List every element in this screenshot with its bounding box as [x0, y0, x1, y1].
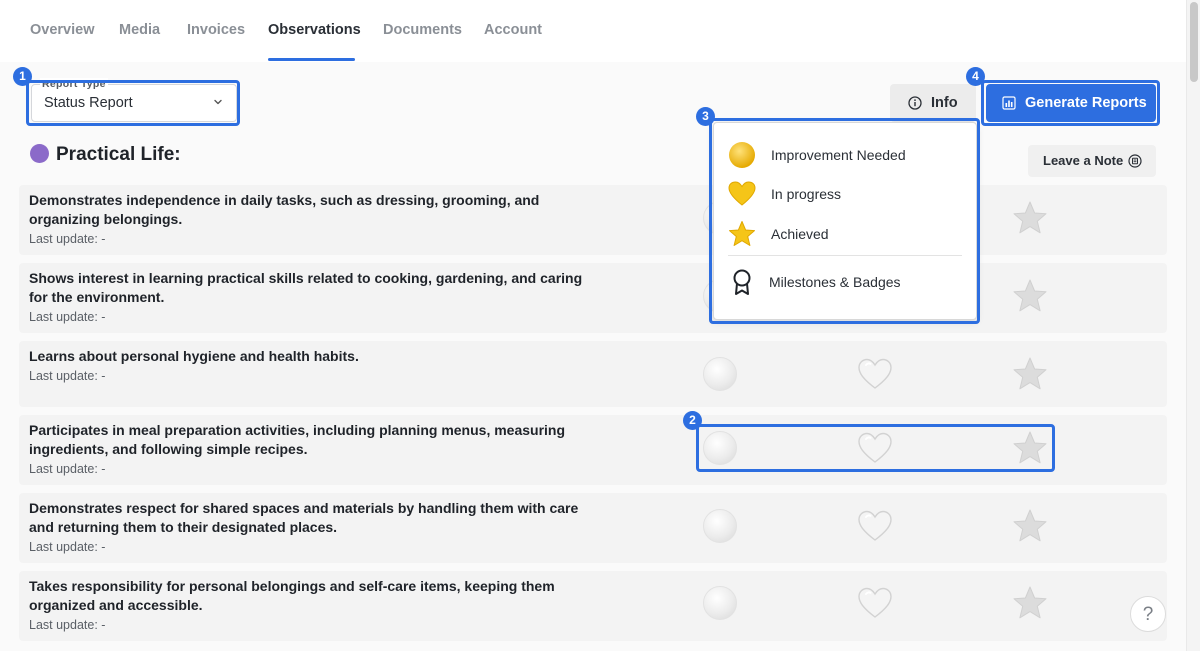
- info-legend-popup: [713, 122, 977, 320]
- last-update: Last update: -: [29, 462, 106, 476]
- grey-heart-icon[interactable]: [857, 357, 893, 391]
- tab-observations[interactable]: Observations: [268, 22, 361, 38]
- grey-circle-icon[interactable]: [703, 509, 737, 543]
- help-icon: ?: [1142, 604, 1154, 625]
- section-title: Practical Life:: [56, 144, 181, 165]
- last-update: Last update: -: [29, 369, 106, 383]
- legend-label: In progress: [771, 186, 842, 202]
- grey-heart-icon[interactable]: [857, 431, 893, 465]
- tab-media[interactable]: Media: [119, 22, 161, 38]
- grey-star-icon[interactable]: [1012, 430, 1048, 466]
- scrollbar-thumb[interactable]: [1190, 2, 1198, 82]
- yellow-circle-icon: [728, 141, 756, 169]
- section-color-dot: [30, 144, 49, 163]
- tab-bar: [0, 0, 1186, 62]
- grey-star-icon[interactable]: [1012, 356, 1048, 392]
- grey-heart-icon[interactable]: [857, 509, 893, 543]
- help-button[interactable]: [1130, 596, 1166, 632]
- badge-icon: [728, 268, 756, 296]
- observation-title: Demonstrates independence in daily tasks, such as dressing, grooming, and organizing belongings.: [29, 192, 540, 227]
- legend-label: Improvement Needed: [771, 147, 906, 163]
- report-type-value: Status Report: [44, 95, 133, 111]
- chevron-down-icon: [212, 96, 224, 108]
- observation-row: [19, 415, 1167, 485]
- observation-row: [19, 263, 1167, 333]
- grey-circle-icon[interactable]: [703, 586, 737, 620]
- grey-heart-icon[interactable]: [857, 586, 893, 620]
- observation-title: Participates in meal preparation activities, including planning menus, measuring ingredients, and following simple recipes.: [29, 422, 566, 457]
- observation-title: Takes responsibility for personal belongings and self-care items, keeping them organized and accessible.: [29, 578, 555, 613]
- observation-title: Learns about personal hygiene and health habits.: [29, 348, 359, 364]
- observation-title: Shows interest in learning practical skills related to cooking, gardening, and caring for the environment.: [29, 270, 583, 305]
- grey-star-icon[interactable]: [1012, 200, 1048, 236]
- observation-row: [19, 493, 1167, 563]
- last-update: Last update: -: [29, 232, 106, 246]
- yellow-heart-icon: [728, 180, 756, 208]
- legend-label: Milestones & Badges: [769, 274, 901, 290]
- leave-note-label: Leave a Note: [1043, 153, 1124, 168]
- grey-circle-icon[interactable]: [703, 357, 737, 391]
- step-marker: 3: [696, 107, 715, 126]
- generate-reports-button[interactable]: [986, 84, 1156, 122]
- last-update: Last update: -: [29, 618, 106, 632]
- observation-row: [19, 185, 1167, 255]
- step-marker: 4: [966, 67, 985, 86]
- info-button[interactable]: [890, 84, 976, 122]
- observation-row: [19, 571, 1167, 641]
- grey-circle-icon[interactable]: [703, 431, 737, 465]
- chart-icon: [1002, 96, 1016, 110]
- yellow-star-icon: [728, 220, 756, 248]
- legend-divider: [728, 255, 962, 256]
- legend-item-in-progress: [728, 180, 968, 208]
- legend-item-milestones: [728, 268, 968, 296]
- generate-reports-label: Generate Reports: [1025, 95, 1147, 111]
- last-update: Last update: -: [29, 310, 106, 324]
- info-button-label: Info: [931, 95, 958, 111]
- scrollbar[interactable]: [1186, 0, 1200, 651]
- grey-star-icon[interactable]: [1012, 585, 1048, 621]
- step-marker: 1: [13, 67, 32, 86]
- grey-star-icon[interactable]: [1012, 508, 1048, 544]
- legend-item-improvement-needed: [728, 141, 968, 169]
- step-marker: 2: [683, 411, 702, 430]
- legend-label: Achieved: [771, 226, 829, 242]
- active-tab-indicator: [268, 58, 355, 61]
- observation-row: [19, 341, 1167, 407]
- observation-title: Demonstrates respect for shared spaces and materials by handling them with care and returning them to their designated places.: [29, 500, 579, 535]
- legend-item-achieved: [728, 220, 968, 248]
- tab-documents[interactable]: Documents: [383, 22, 462, 38]
- tab-overview[interactable]: Overview: [30, 22, 95, 38]
- report-type-label: Report Type: [42, 78, 106, 90]
- last-update: Last update: -: [29, 540, 106, 554]
- tab-account[interactable]: Account: [484, 22, 542, 38]
- info-icon: [908, 96, 922, 110]
- leave-note-button[interactable]: [1028, 145, 1156, 177]
- tab-invoices[interactable]: Invoices: [187, 22, 246, 38]
- grey-star-icon[interactable]: [1012, 278, 1048, 314]
- note-icon: [1128, 154, 1142, 168]
